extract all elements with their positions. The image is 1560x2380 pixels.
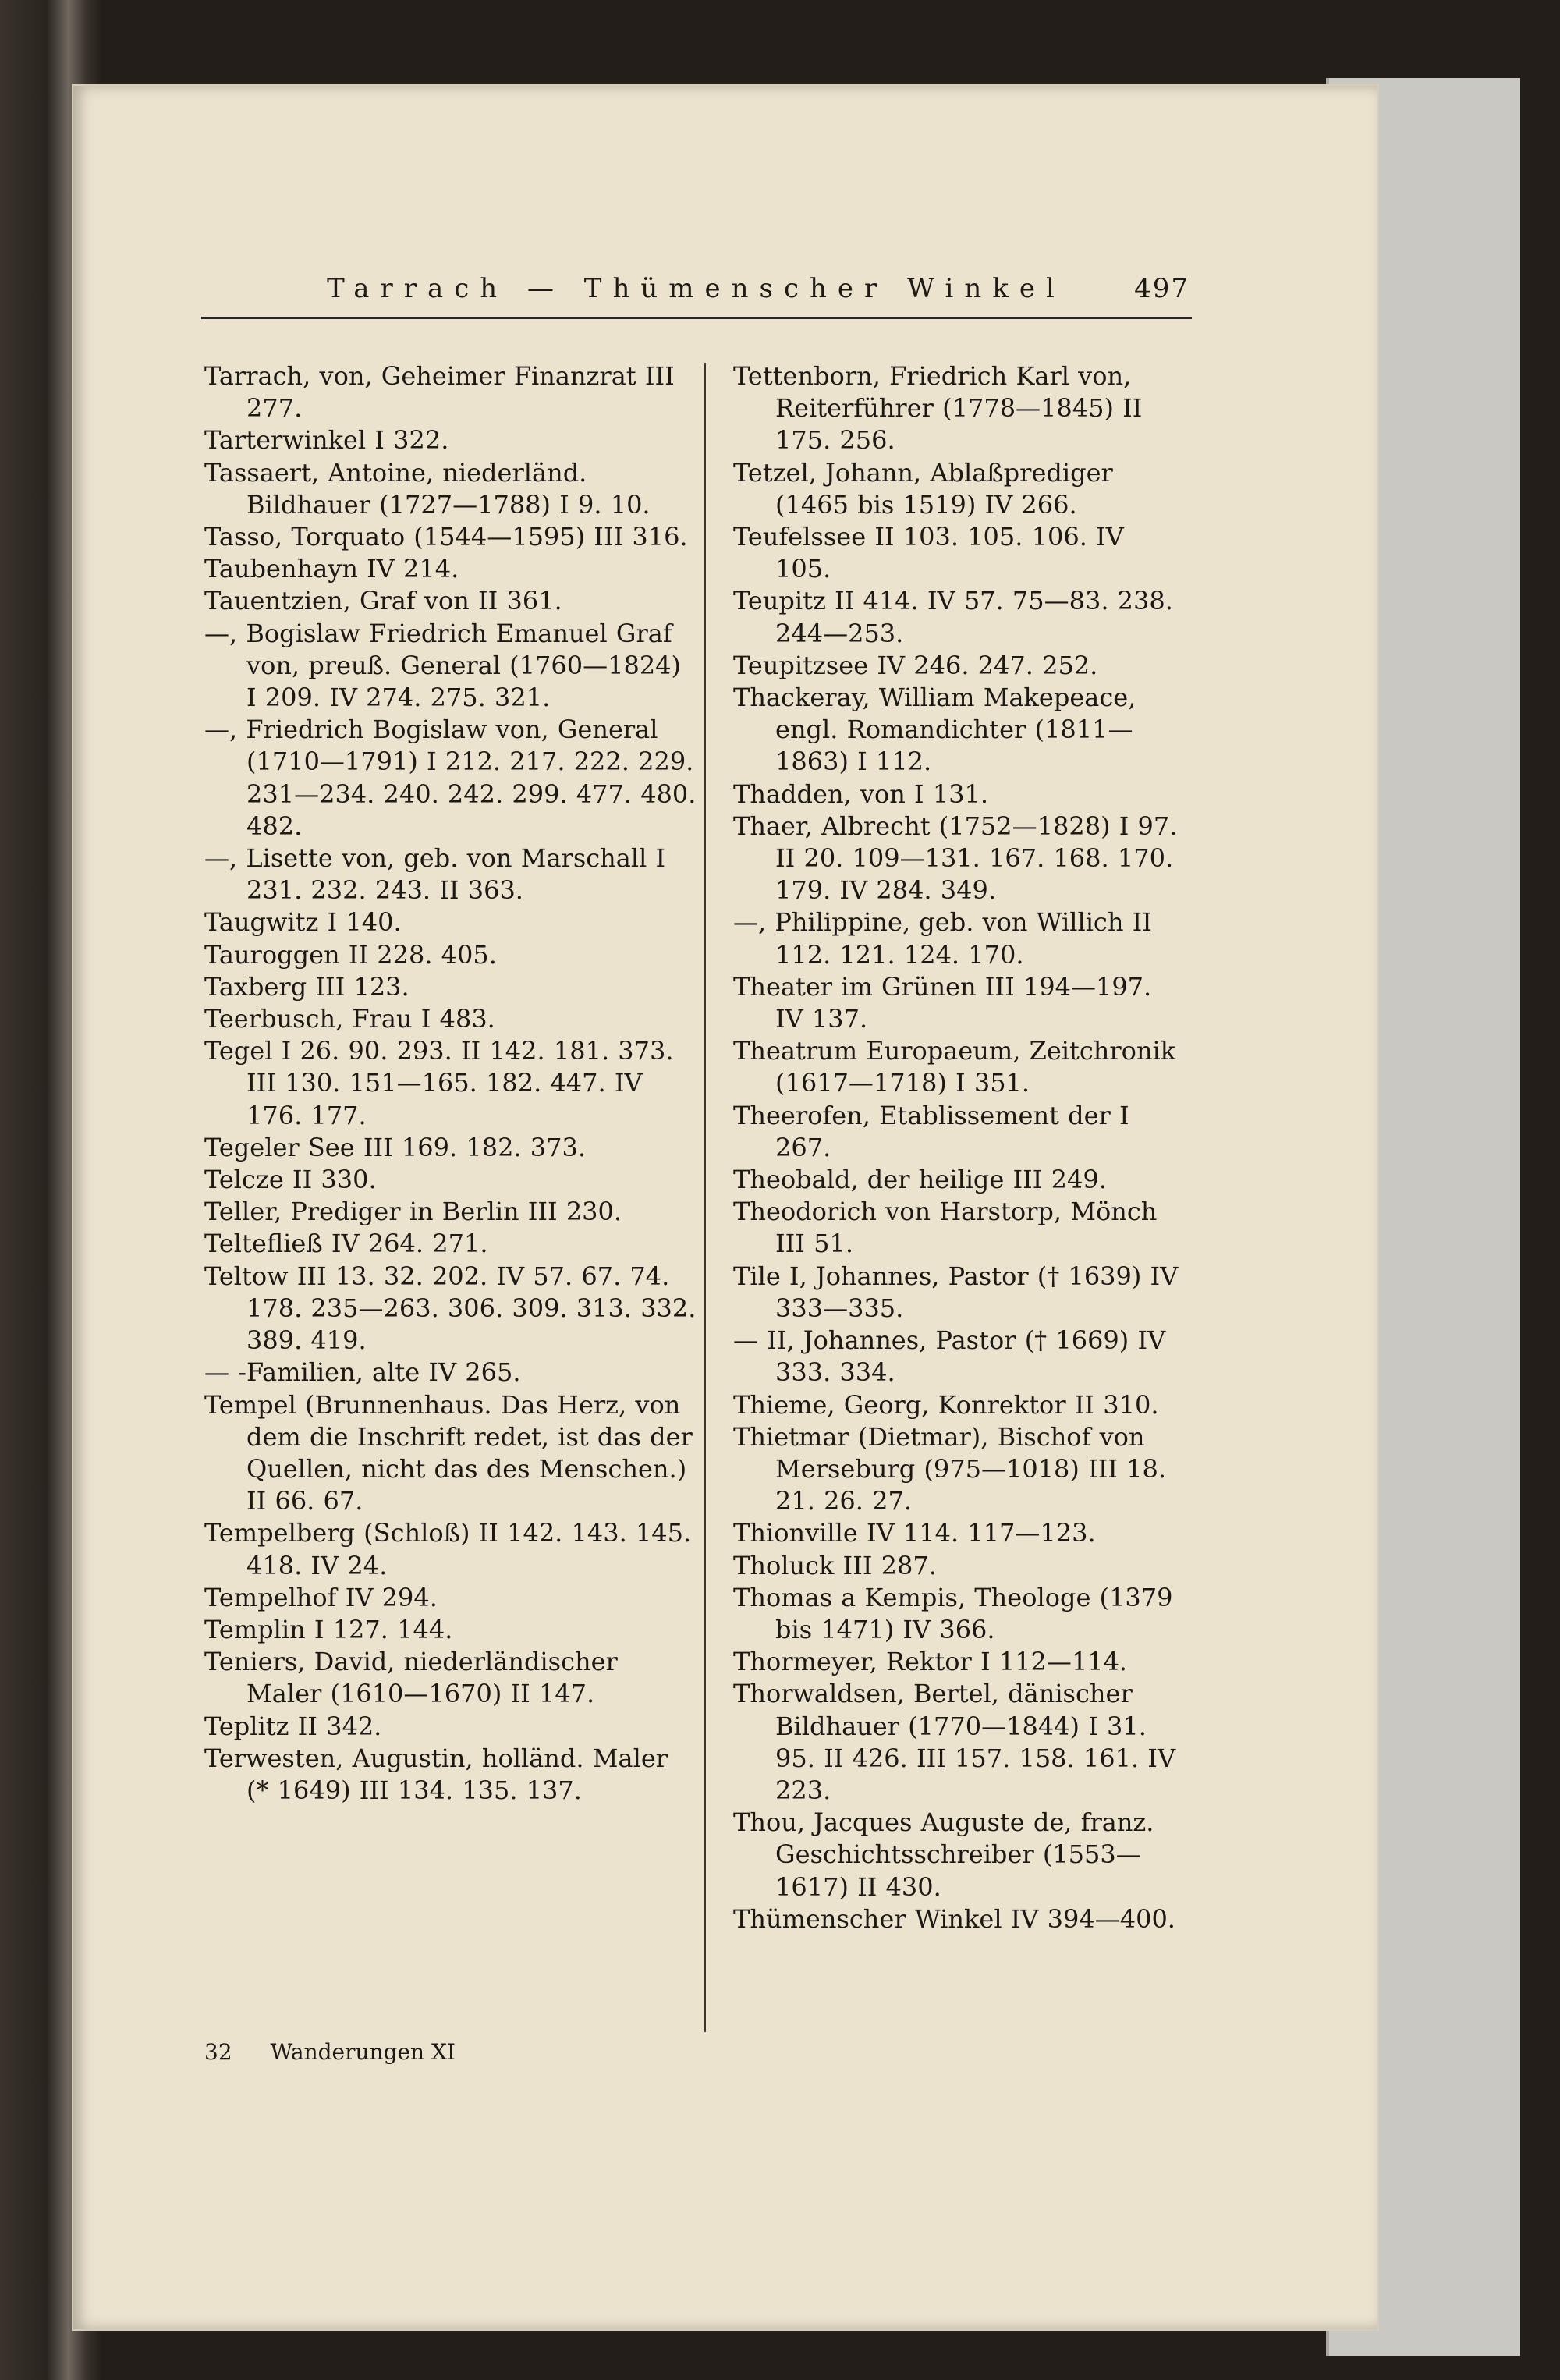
index-entry: Thümenscher Winkel IV 394—400. [733,1903,1175,1934]
index-entry: Tegeler See III 169. 182. 373. [204,1132,587,1162]
page-footer [204,2039,456,2065]
index-entry: Taugwitz I 140. [204,907,402,938]
index-entry: — -Familien, alte IV 265. [204,1357,521,1388]
index-entry: Tempelberg (Schloß) II 142. 143. 145. 418. IV 24. [204,1518,692,1580]
index-entry: Thaer, Albrecht (1752—1828) I 97. II 20. 109—131. 167. 168. 170. 179. IV 284. 349. [733,810,1178,906]
index-entry: Thietmar (Dietmar), Bischof von Merseburg (975—1018) III 18. 21. 26. 27. [733,1421,1167,1516]
index-entry: —, Lisette von, geb. von Marschall I 231. 232. 243. II 363. [204,843,666,906]
index-entry: —, Philippine, geb. von Willich II 112. 121. 124. 170. [733,907,1152,970]
index-entry: Taubenhayn IV 214. [204,554,459,584]
index-entry: Tarrach, von, Geheimer Finanzrat III 277. [204,361,675,424]
signature-number: 32 [204,2039,232,2065]
index-entry: Thionville IV 114. 117—123. [733,1518,1096,1548]
index-entry: Teufelssee II 103. 105. 106. IV 105. [733,522,1124,584]
index-entry: Tauroggen II 228. 405. [204,939,497,970]
left-index-column [204,360,697,1807]
page-number: 497 [1134,273,1190,304]
right-index-column [733,360,1187,1935]
index-entry: Thormeyer, Rektor I 112—114. [733,1647,1128,1677]
index-entry: Thorwaldsen, Bertel, dänischer Bildhauer (1770—1844) I 31. 95. II 426. III 157. 158. 161. IV 223. [733,1679,1176,1805]
index-entry: Teupitz II 414. IV 57. 75—83. 238. 244—253. [733,586,1173,648]
page-header [203,273,1190,320]
column-divider [704,363,706,2032]
index-entry: Tasso, Torquato (1544—1595) III 316. [204,522,688,552]
index-entry: Tholuck III 287. [733,1550,937,1580]
index-entry: Tassaert, Antoine, niederländ. Bildhauer (1727—1788) I 9. 10. [204,457,651,520]
index-entry: — II, Johannes, Pastor († 1669) IV 333. 334. [733,1325,1166,1388]
index-entry: Tempelhof IV 294. [204,1582,438,1612]
index-entry: Thackeray, William Makepeace, engl. Romandichter (1811—1863) I 112. [733,683,1136,777]
index-entry: Teniers, David, niederländischer Maler (1610—1670) II 147. [204,1647,618,1709]
index-entry: Thadden, von I 131. [733,779,989,809]
index-entry: Tettenborn, Friedrich Karl von, Reiterführer (1778—1845) II 175. 256. [733,361,1143,456]
index-entry: Theater im Grünen III 194—197. IV 137. [733,971,1152,1034]
index-entry: Tauentzien, Graf von II 361. [204,586,562,616]
index-entry: Theatrum Europaeum, Zeitchronik (1617—1718) I 351. [733,1036,1176,1098]
index-entry: —, Bogislaw Friedrich Emanuel Graf von, preuß. General (1760—1824) I 209. IV 274. 275. 321. [204,618,682,713]
index-entry: Tetzel, Johann, Ablaßprediger (1465 bis 1519) IV 266. [733,457,1113,520]
index-entry: Templin I 127. 144. [204,1614,453,1644]
header-rule [201,317,1192,319]
index-entry: Tegel I 26. 90. 293. II 142. 181. 373. III 130. 151—165. 182. 447. IV 176. 177. [204,1036,674,1130]
index-entry: Teplitz II 342. [204,1711,382,1741]
index-entry: Thomas a Kempis, Theologe (1379 bis 1471) IV 366. [733,1582,1173,1644]
index-entry: Tarterwinkel I 322. [204,425,449,456]
index-entry: Telcze II 330. [204,1165,377,1195]
index-entry: Theobald, der heilige III 249. [733,1165,1107,1195]
index-entry: Teltow III 13. 32. 202. IV 57. 67. 74. 178. 235—263. 306. 309. 313. 332. 389. 419. [204,1261,697,1356]
index-entry: Tempel (Brunnenhaus. Das Herz, von dem die Inschrift redet, ist das der Quellen, nicht das des Menschen.) II 66. 67. [204,1389,693,1516]
index-entry: Thou, Jacques Auguste de, franz. Geschichtsschreiber (1553—1617) II 430. [733,1807,1154,1902]
index-entry: Theerofen, Etablissement der I 267. [733,1100,1129,1162]
index-entry: Teupitzsee IV 246. 247. 252. [733,650,1098,680]
signature-title: Wanderungen XI [270,2039,456,2065]
index-entry: Tile I, Johannes, Pastor († 1639) IV 333—335. [733,1261,1179,1323]
index-entry: Taxberg III 123. [204,971,410,1002]
index-entry: Terwesten, Augustin, holländ. Maler (* 1649) III 134. 135. 137. [204,1743,668,1805]
index-entry: Thieme, Georg, Konrektor II 310. [733,1389,1159,1420]
index-entry: Theodorich von Harstorp, Mönch III 51. [733,1197,1158,1259]
index-entry: Teller, Prediger in Berlin III 230. [204,1197,622,1227]
index-entry: Teltefließ IV 264. 271. [204,1229,488,1259]
index-entry: —, Friedrich Bogislaw von, General (1710—1791) I 212. 217. 222. 229. 231—234. 240. 242. 299. 477. 480. 482. [204,715,697,841]
index-entry: Teerbusch, Frau I 483. [204,1004,495,1034]
running-title: Tarrach — Thümenscher Winkel [327,273,1065,304]
